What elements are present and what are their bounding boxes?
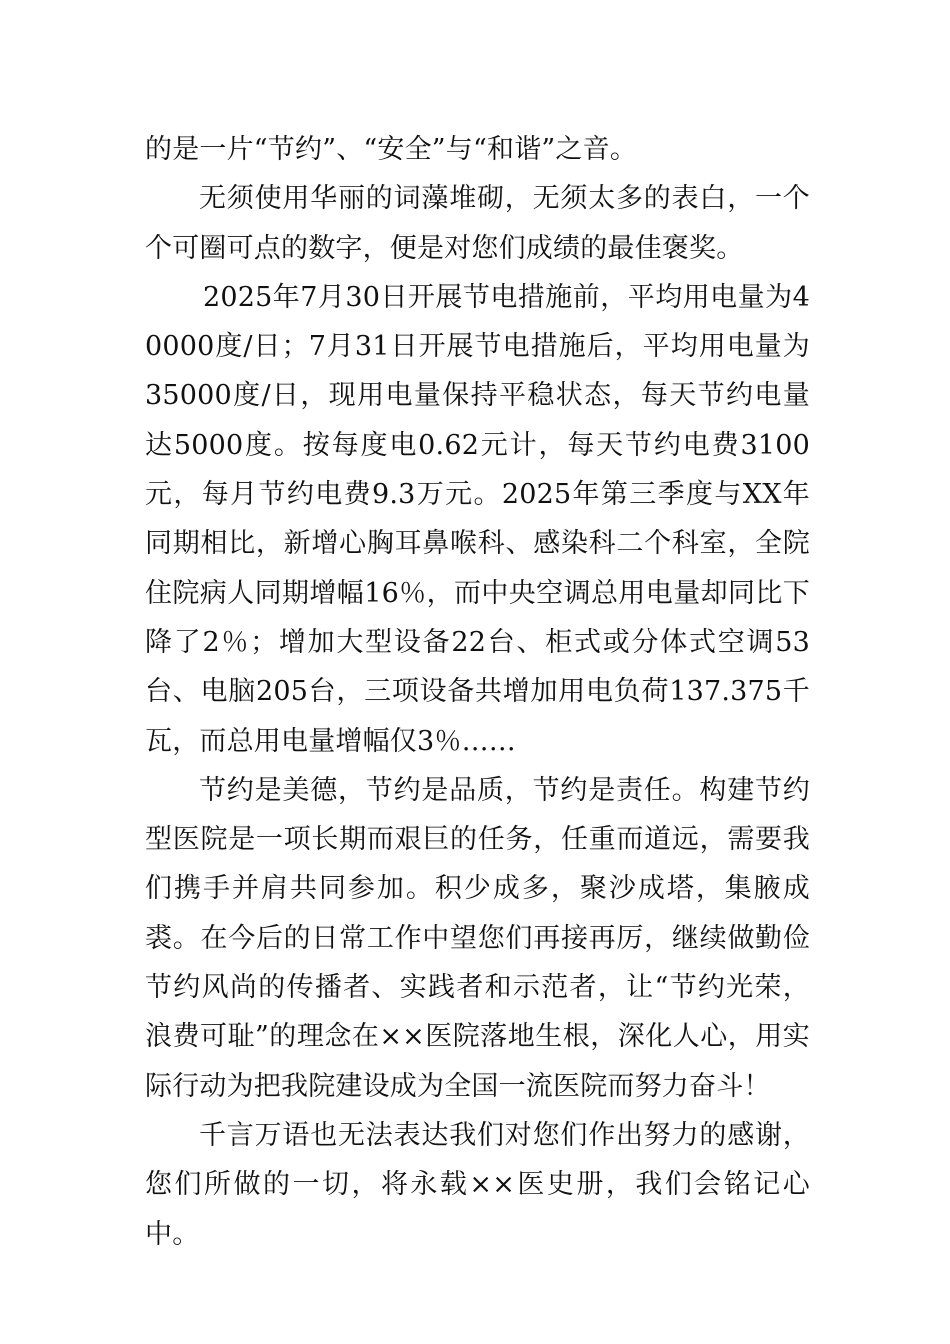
paragraph-statistics: 2025年7月30日开展节电措施前，平均用电量为40000度/日；7月31日开展节电措施后，平均用电量为35000度/日，现用电量保持平稳状态，每天节约电量达5000度。按每度电0.62元计，每天节约电费3100元，每月节约电费9.3万元。2025年第三季度与XX年同期相比，新增心胸耳鼻喉科、感染科二个科室，全院住院病人同期增幅16％，而中央空调总用电量却同比下降了2％；增加大型设备22台、柜式或分体式空调53台、电脑205台，三项设备共增加用电负荷137.375千瓦，而总用电量增幅仅3％…… (145, 281, 810, 757)
body-text (145, 125, 810, 1259)
paragraph-thanks: 千言万语也无法表达我们对您们作出努力的感谢，您们所做的一切，将永载××医史册，我们会铭记心中。 (145, 1119, 810, 1250)
paragraph-continuation: 的是一片“节约”、“安全”与“和谐”之音。 (145, 134, 638, 165)
paragraph-appeal: 节约是美德，节约是品质，节约是责任。构建节约型医院是一项长期而艰巨的任务，任重而道远，需要我们携手并肩共同参加。积少成多，聚沙成塔，集腋成裘。在今后的日常工作中望您们再接再厉，继续做勤俭节约风尚的传播者、实践者和示范者，让“节约光荣，浪费可耻”的理念在××医院落地生根，深化人心，用实际行动为把我院建设成为全国一流医院而努力奋斗！ (145, 774, 810, 1102)
paragraph-praise: 无须使用华丽的词藻堆砌，无须太多的表白，一个个可圈可点的数字，便是对您们成绩的最佳褒奖。 (145, 183, 810, 264)
